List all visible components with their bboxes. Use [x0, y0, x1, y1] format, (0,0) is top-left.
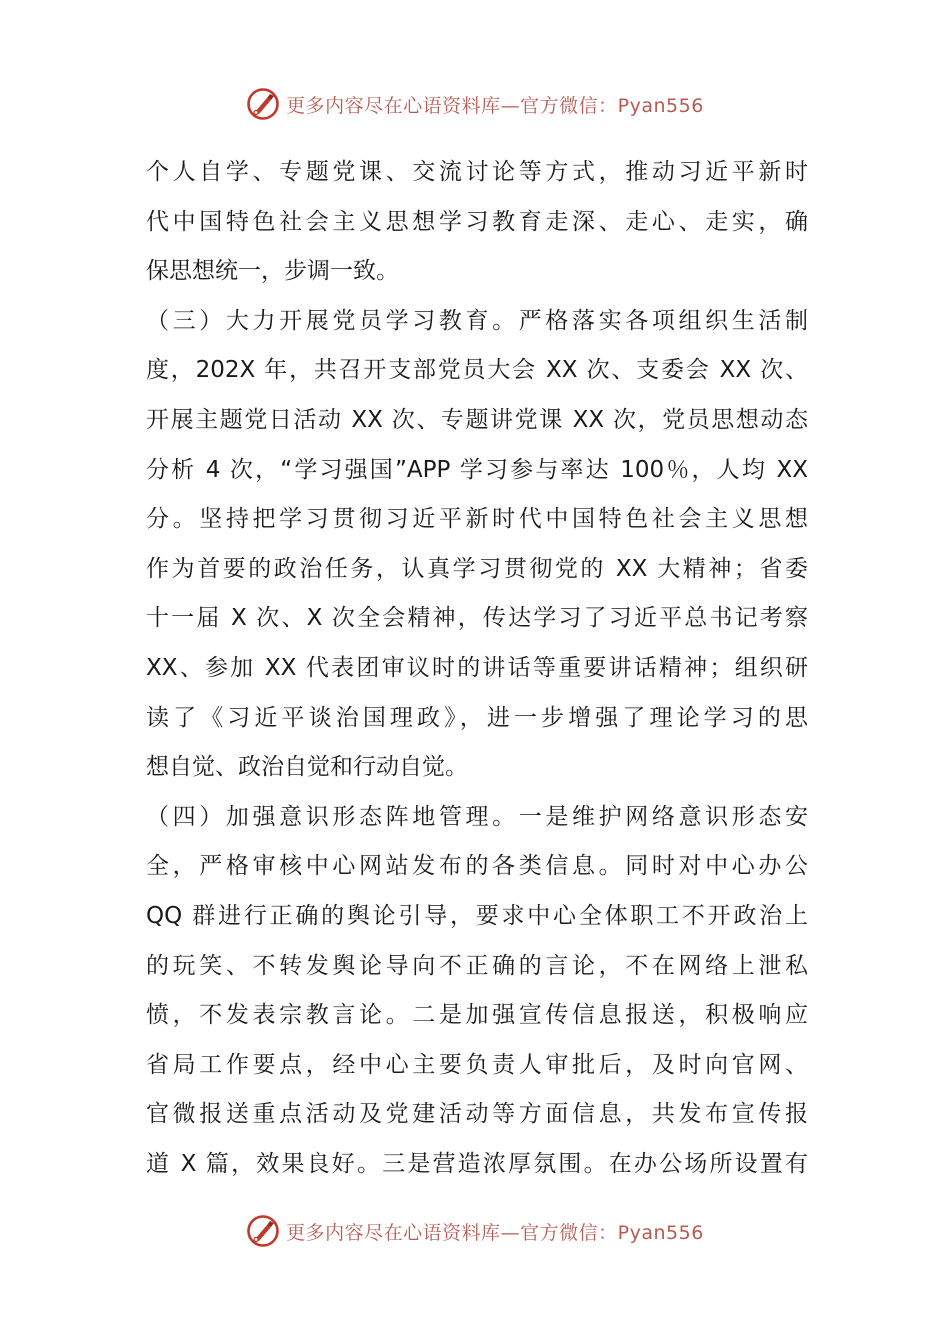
body-line: 官微报送重点活动及党建活动等方面信息，共发布宣传报: [146, 1101, 808, 1128]
body-line: 分。坚持把学习贯彻习近平新时代中国特色社会主义思想: [146, 506, 808, 533]
footer-banner-inner: [246, 1214, 704, 1248]
body-line: （四）加强意识形态阵地管理。一是维护网络意识形态安: [146, 803, 808, 830]
body-line: 个人自学、专题党课、交流讨论等方式，推动习近平新时: [146, 159, 808, 185]
body-line: 省局工作要点，经中心主要负责人审批后，及时向官网、: [146, 1051, 808, 1078]
body-line: XX、参加 XX 代表团审议时的讲话等重要讲话精神；组织研: [146, 654, 808, 681]
body-line: 想自觉、政治自觉和行动自觉。: [146, 754, 468, 781]
header-banner-text: [286, 91, 704, 118]
header-banner: [0, 84, 950, 124]
footer-banner-text: [286, 1218, 704, 1245]
header-banner-inner: [246, 87, 704, 121]
body-line: 作为首要的政治任务，认真学习贯彻党的 XX 大精神；省委: [146, 555, 808, 582]
body-line: QQ 群进行正确的舆论引导，要求中心全体职工不开政治上: [146, 902, 808, 929]
body-line: 保思想统一，步调一致。: [146, 258, 399, 285]
body-line: 度，202X 年，共召开支部党员大会 XX 次、支委会 XX 次、: [146, 357, 808, 384]
header-wechat-id: Pyan556: [617, 94, 704, 117]
body-line: 代中国特色社会主义思想学习教育走深、走心、走实，确: [146, 208, 808, 235]
pen-nib-logo-icon: [246, 87, 280, 121]
body-line: 十一届 X 次、X 次全会精神，传达学习了习近平总书记考察: [146, 605, 808, 632]
body-line: 分析 4 次，“学习强国”APP 学习参与率达 100％，人均 XX: [146, 456, 808, 483]
body-line: 读了《习近平谈治国理政》，进一步增强了理论学习的思: [146, 704, 808, 731]
body-line: （三）大力开展党员学习教育。严格落实各项组织生活制: [146, 307, 808, 334]
body-line: 开展主题党日活动 XX 次、专题讲党课 XX 次，党员思想动态: [146, 406, 808, 433]
body-line: 全，严格审核中心网站发布的各类信息。同时对中心办公: [146, 853, 808, 880]
footer-banner-label: 更多内容尽在心语资料库—官方微信：: [286, 1221, 618, 1244]
footer-banner: [0, 1211, 950, 1251]
body-line: 的玩笑、不转发舆论导向不正确的言论，不在网络上泄私: [146, 952, 808, 979]
header-banner-label: 更多内容尽在心语资料库—官方微信：: [286, 94, 618, 117]
footer-wechat-id: Pyan556: [617, 1221, 704, 1244]
body-line: 道 X 篇，效果良好。三是营造浓厚氛围。在办公场所设置有: [146, 1150, 808, 1177]
pen-nib-logo-icon: [246, 1214, 280, 1248]
document-body: [146, 148, 808, 1189]
body-line: 愤，不发表宗教言论。二是加强宣传信息报送，积极响应: [146, 1002, 808, 1029]
